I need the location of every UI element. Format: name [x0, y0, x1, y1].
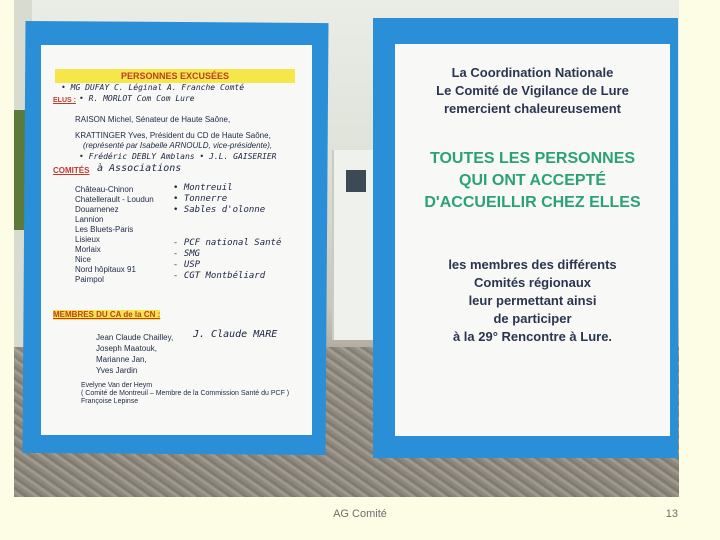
- closing-line: de participer: [493, 311, 572, 326]
- spacer: [173, 216, 281, 238]
- closing-line: leur permettant ainsi: [468, 293, 597, 308]
- list-item: - PCF national Santé: [173, 238, 282, 248]
- list-item: RAISON Michel, Sénateur de Haute Saône,: [75, 115, 231, 124]
- list-item: Douarnenez: [75, 205, 119, 214]
- hand-note: J. Claude MARE: [193, 329, 278, 340]
- right-poster-paper: [395, 44, 670, 436]
- green-line: D'ACCUEILLIR CHEZ ELLES: [424, 194, 641, 211]
- green-line: TOUTES LES PERSONNES: [429, 150, 636, 167]
- left-poster-paper: [41, 45, 312, 435]
- closing-line: les membres des différents: [448, 257, 617, 272]
- footer-note: ( Comité de Montreuil – Membre de la Commission Santé du PCF ): [81, 390, 290, 397]
- list-item: Yves Jardin: [96, 366, 138, 375]
- list-item: (représenté par Isabelle ARNOULD, vice-présidente),: [83, 141, 273, 150]
- excused-header: PERSONNES EXCUSÉES: [55, 69, 295, 83]
- green-message: [395, 148, 670, 214]
- list-item: Marianne Jan,: [96, 355, 147, 364]
- list-item: Lisieux: [75, 235, 100, 244]
- elus-label: ELUS :: [53, 97, 76, 104]
- list-item: Les Bluets-Paris: [75, 225, 134, 234]
- list-item: Nice: [75, 255, 92, 264]
- list-item: - SMG: [173, 249, 201, 259]
- heading-line: Le Comité de Vigilance de Lure: [436, 83, 629, 98]
- list-item: • Tonnerre: [173, 194, 228, 204]
- list-item: Lannion: [75, 215, 104, 224]
- list-item: KRATTINGER Yves, Président du CD de Haute Saône,: [75, 131, 271, 140]
- closing-message: [395, 256, 670, 346]
- hand-note: • MG DUFAY C. Léginal A. Franche Comté: [61, 83, 245, 92]
- list-item: Château-Chinon: [75, 185, 134, 194]
- list-item: Jean Claude Chailley,: [96, 333, 174, 342]
- list-item: Joseph Maatouk,: [96, 344, 157, 353]
- thanks-heading: [395, 64, 670, 118]
- green-line: QUI ONT ACCEPTÉ: [459, 172, 606, 189]
- list-item: - CGT Montbéliard: [173, 271, 266, 281]
- comites-list: [75, 185, 154, 285]
- closing-line: à la 29° Rencontre à Lure.: [452, 329, 613, 344]
- list-item: Paimpol: [75, 275, 104, 284]
- comites-label: COMITÉS: [53, 166, 90, 175]
- slide-footer-label: AG Comité: [333, 508, 387, 520]
- membres-list: [96, 332, 173, 376]
- list-item: • Sables d'olonne: [173, 205, 266, 215]
- hand-note: à Associations: [97, 163, 182, 174]
- list-item: Chatellerault - Loudun: [75, 195, 154, 204]
- hand-list: [173, 183, 281, 282]
- heading-line: La Coordination Nationale: [451, 65, 614, 80]
- footer-note: Evelyne Van der Heym: [81, 382, 153, 389]
- list-item: - USP: [173, 260, 201, 270]
- footer-note: Françoise Lepinse: [81, 398, 139, 405]
- closing-line: Comités régionaux: [473, 275, 592, 290]
- heading-line: remercient chaleureusement: [443, 101, 622, 116]
- hand-note: • Frédéric DEBLY Amblans • J.L. GAISERIER: [79, 152, 277, 161]
- list-item: Morlaix: [75, 245, 101, 254]
- membres-label: MEMBRES DU CA de la CN :: [53, 310, 161, 319]
- window: [346, 170, 366, 192]
- slide-page-number: 13: [665, 508, 678, 520]
- list-item: Nord hôpitaux 91: [75, 265, 136, 274]
- hand-note: • R. MORLOT Com Com Lure: [79, 94, 195, 103]
- list-item: • Montreuil: [173, 183, 233, 193]
